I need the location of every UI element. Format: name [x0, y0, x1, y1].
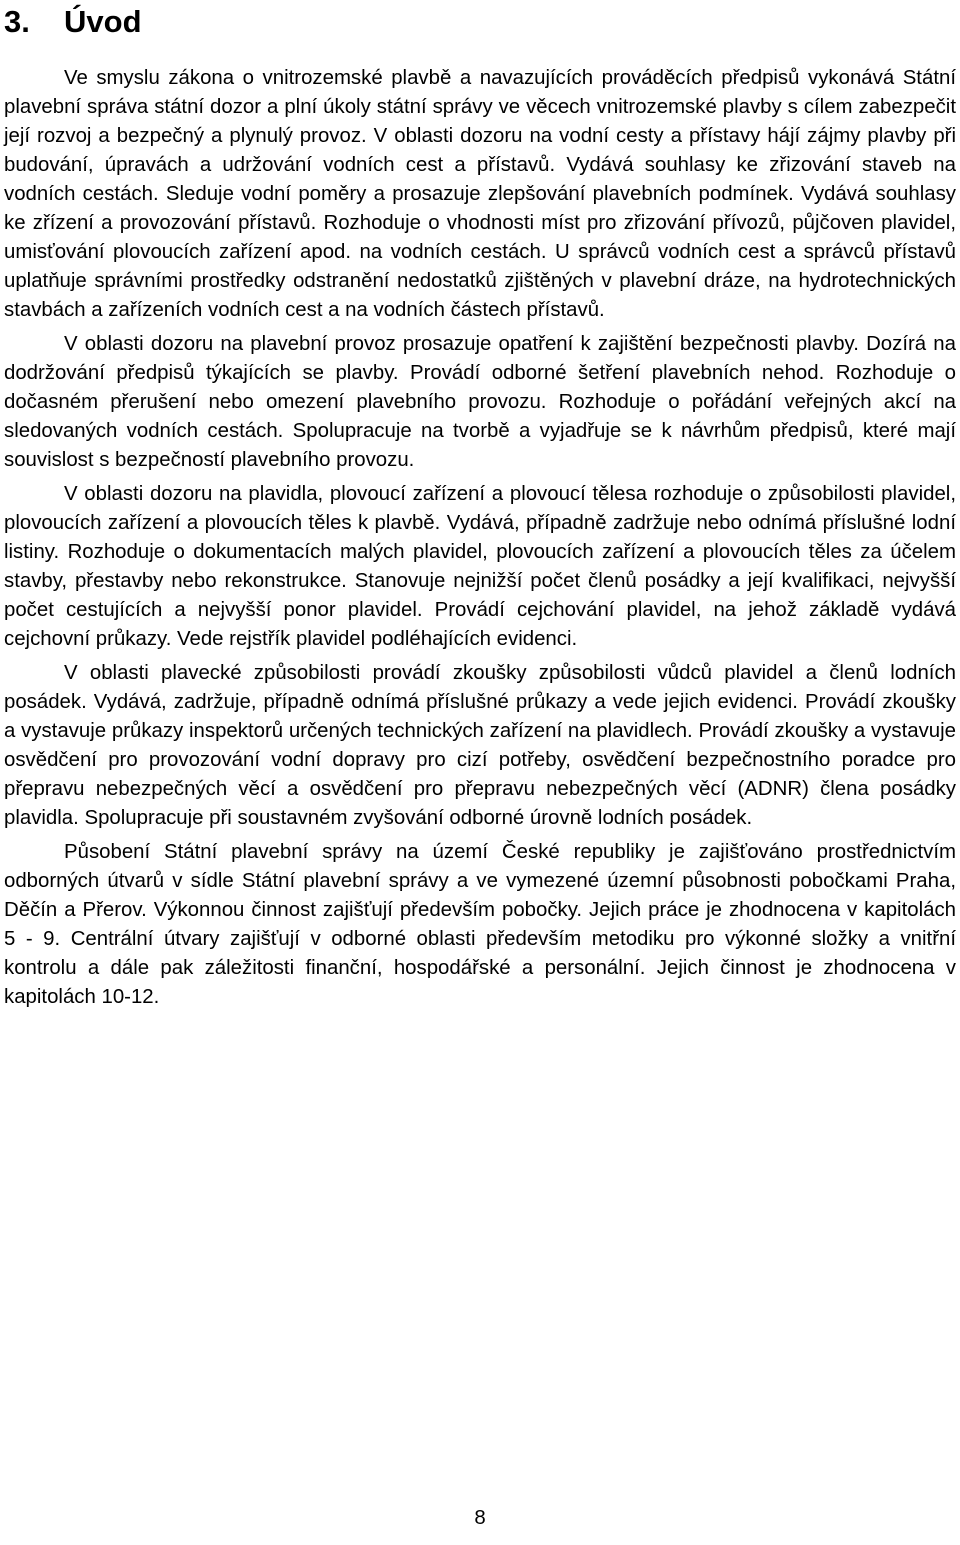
paragraph-organisation: Působení Státní plavební správy na území České republiky je zajišťováno prostřednictvím odborných útvarů v sídle Státní plavební správy a ve vymezené územní působnosti pobočkami Praha, Děčín a Přerov. Výkonnou činnost zajišťují především pobočky. Jejich práce je zhodnocena v kapitolách 5 - 9. Centrální útvary zajišťují v odborné oblasti především metodiku pro výkonné složky a vnitřní kontrolu a dále pak záležitosti finanční, hospodářské a personální. Jejich činnost je zhodnocena v kapitolách 10-12.: [4, 841, 956, 1008]
paragraph-crew-competence: V oblasti plavecké způsobilosti provádí zkoušky způsobilosti vůdců plavidel a členů lodních posádek. Vydává, zadržuje, případně odnímá příslušné průkazy a vede jejich evidenci. Provádí zkoušky a vystavuje průkazy inspektorů určených technických zařízení na plavidlech. Provádí zkoušky a vystavuje osvědčení pro provozování vodní dopravy pro cizí potřeby, osvědčení bezpečnostního poradce pro přepravu nebezpečných věcí a osvědčení pro přepravu nebezpečných věcí (ADNR) člena posádky plavidla. Spolupracuje při soustavném zvyšování odborné úrovně lodních posádek.: [4, 662, 956, 829]
body-text: [4, 64, 956, 1017]
page-number: 8: [474, 1507, 486, 1529]
section-title: Úvod: [64, 4, 142, 39]
section-heading: [4, 2, 142, 42]
paragraph-navigation-authority: Ve smyslu zákona o vnitrozemské plavbě a navazujících prováděcích předpisů vykonává Státní plavební správa státní dozor a plní úkoly státní správy ve věcech vnitrozemské plavby s cílem zabezpečit její rozvoj a bezpečný a plynulý provoz. V oblasti dozoru na vodní cesty a přístavy hájí zájmy plavby při budování, úpravách a udržování vodních cest a přístavů. Vydává souhlasy ke zřizování staveb na vodních cestách. Sleduje vodní poměry a prosazuje zlepšování plavebních podmínek. Vydává souhlasy ke zřízení a provozování přístavů. Rozhoduje o vhodnosti míst pro zřizování přívozů, půjčoven plavidel, umisťování plovoucích zařízení apod. na vodních cestách. U správců vodních cest a správců přístavů uplatňuje správními prostředky odstranění nedostatků zjištěných v plavební dráze, na hydrotechnických stavbách a zařízeních vodních cest a na vodních částech přístavů.: [4, 67, 956, 321]
section-number: 3.: [4, 4, 30, 39]
paragraph-traffic-supervision: V oblasti dozoru na plavební provoz prosazuje opatření k zajištění bezpečnosti plavby. Dozírá na dodržování předpisů týkajících se plavby. Provádí odborné šetření plavebních nehod. Rozhoduje o dočasném přerušení nebo omezení plavebního provozu. Rozhoduje o pořádání veřejných akcí na sledovaných vodních cestách. Spolupracuje na tvorbě a vyjadřuje se k návrhům předpisů, které mají souvislost s bezpečností plavebního provozu.: [4, 333, 956, 471]
paragraph-vessel-supervision: V oblasti dozoru na plavidla, plovoucí zařízení a plovoucí tělesa rozhoduje o způsobilosti plavidel, plovoucích zařízení a plovoucích těles k plavbě. Vydává, případně zadržuje nebo odnímá příslušné lodní listiny. Rozhoduje o dokumentacích malých plavidel, plovoucích zařízení a plovoucích těles za účelem stavby, přestavby nebo rekonstrukce. Stanovuje nejnižší počet členů posádky a její kvalifikaci, nejvyšší počet cestujících a nejvyšší ponor plavidel. Provádí cejchování plavidel, na jehož základě vydává cejchovní průkazy. Vede rejstřík plavidel podléhajících evidenci.: [4, 483, 956, 650]
